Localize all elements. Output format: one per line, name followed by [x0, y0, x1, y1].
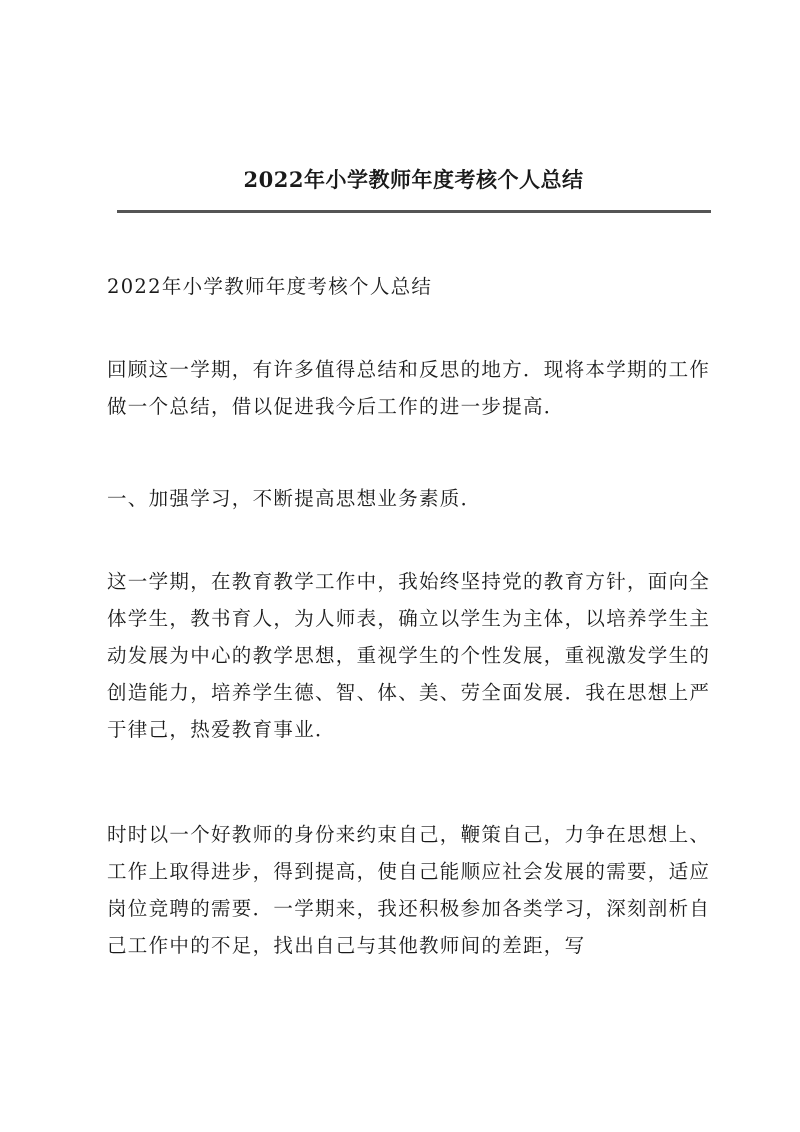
body-paragraph-1: 这一学期，在教育教学工作中，我始终坚持党的教育方针，面向全体学生，教书育人，为人师表，确立以学生为主体，以培养学生主动发展为中心的教学思想，重视学生的个性发展，重视激发学生的创造能力，培养学生德、智、体、美、劳全面发展．我在思想上严于律己，热爱教育事业． — [107, 570, 711, 741]
section-heading-1: 一、加强学习，不断提高思想业务素质． — [107, 487, 482, 510]
title-divider — [117, 210, 711, 213]
body-paragraph-2: 时时以一个好教师的身份来约束自己，鞭策自己，力争在思想上、工作上取得进步，得到提高，使自己能顺应社会发展的需要，适应岗位竞聘的需要．一学期来，我还积极参加各类学习，深刻剖析自己工作中的不足，找出自己与其他教师间的差距，写 — [107, 823, 711, 957]
document-subtitle: 2022年小学教师年度考核个人总结 — [107, 275, 433, 298]
intro-paragraph: 回顾这一学期，有许多值得总结和反思的地方．现将本学期的工作做一个总结，借以促进我今后工作的进一步提高． — [107, 358, 711, 418]
document-title: 2022年小学教师年度考核个人总结 — [243, 167, 584, 192]
